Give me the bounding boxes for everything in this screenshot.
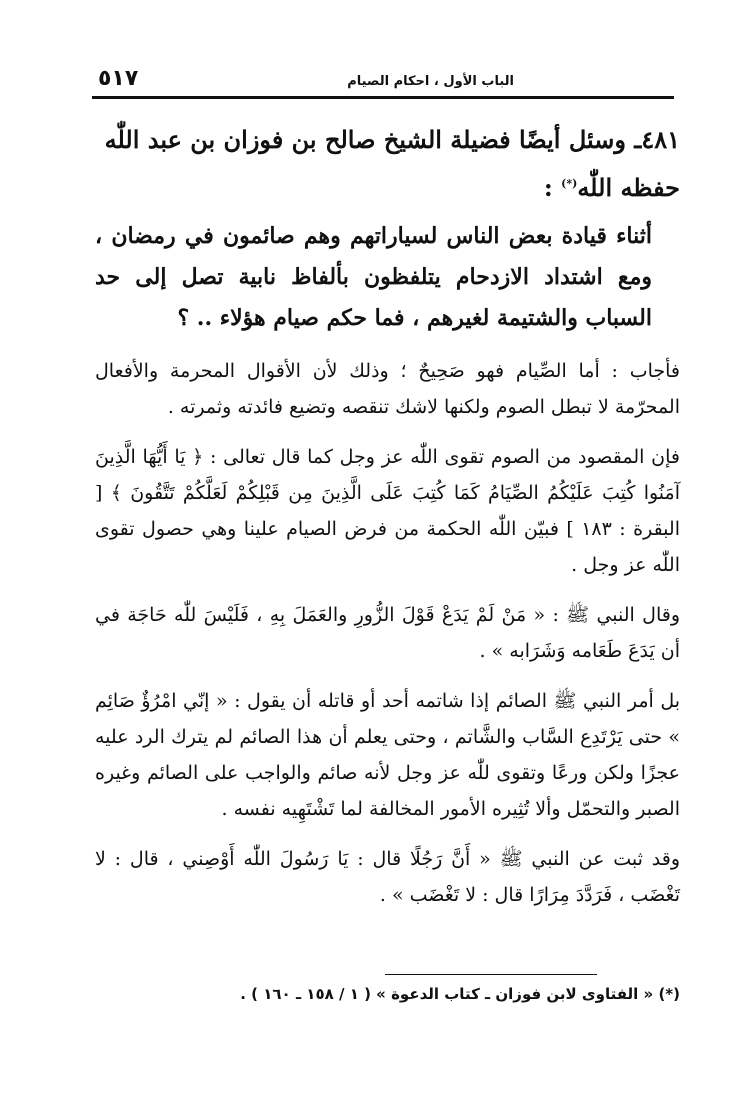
answer-paragraph: فأجاب : أما الصِّيام فهو صَحِيحٌ ؛ وذلك لأن الأقوال المحرمة والأفعال المحرّمة لا تبطل الصوم ولكنها لاشك تنقصه وتضيع فائدته وثمرته . xyxy=(95,360,680,418)
question-heading xyxy=(95,118,680,210)
running-header xyxy=(92,64,674,98)
running-title: الباب الأول ، احكام الصيام xyxy=(347,74,514,89)
footnote: (*) « الفتاوى لابن فوزان ـ كتاب الدعوة » ( ١ / ١٥٨ ـ ١٦٠ ) . xyxy=(240,985,680,1003)
page-content xyxy=(95,118,680,1018)
footnote-rule xyxy=(385,974,597,975)
question-heading-colon: : xyxy=(543,173,562,202)
hadith-paragraph-1: وقال النبي ﷺ : « مَنْ لَمْ يَدَعْ قَوْلَ الزُّورِ والعَمَلَ بِهِ ، فَلَيْسَ للّٰه حَاجَة في أن يَدَعَ طَعَامه وَشَرَابه » . xyxy=(95,604,680,662)
page-number: ٥١٧ xyxy=(98,66,139,91)
question-body: أثناء قيادة بعض الناس لسياراتهم وهم صائمون في رمضان ، ومع اشتداد الازدحام يتلفظون بألفاظ نابية تصل إلى حد السباب والشتيمة لغيرهم ، فما حكم صيام هؤلاء .. ؟ xyxy=(95,223,652,331)
header-rule xyxy=(92,96,674,99)
question-heading-text: ٤٨١ـ وسئل أيضًا فضيلة الشيخ صالح بن فوزان بن عبد اللّٰه حفظه اللّٰه xyxy=(104,125,680,202)
hadith-paragraph-2: بل أمر النبي ﷺ الصائم إذا شاتمه أحد أو قاتله أن يقول : « إنّي امْرُؤٌ صَائِم » حتى يَرْتَدِع السَّاب والشَّاتم ، وحتى يعلم أن هذا الصائم لم يترك الرد عليه عجزًا ولكن ورعًا وتقوى للّٰه عز وجل لأنه صائم والواجب على الصائم وغيره الصبر والتحمّل وألا تُثِيره الأمور المخالفة لما تَشْتَهِيه نفسه . xyxy=(95,690,680,820)
quran-paragraph: فإن المقصود من الصوم تقوى اللّٰه عز وجل كما قال تعالى : ﴿ يَا أَيُّهَا الَّذِينَ آمَنُوا كُتِبَ عَلَيْكُمُ الصِّيَامُ كَمَا كُتِبَ عَلَى الَّذِينَ مِن قَبْلِكُمْ لَعَلَّكُمْ تَتَّقُونَ ﴾ [ البقرة : ١٨٣ ] فبيّن اللّٰه الحكمة من فرض الصيام علينا وهي حصول تقوى اللّٰه عز وجل . xyxy=(95,446,680,576)
footnote-marker: (*) xyxy=(561,177,578,190)
hadith-paragraph-3: وقد ثبت عن النبي ﷺ « أَنَّ رَجُلًا قال : يَا رَسُولَ اللّٰه أَوْصِني ، قال : لا تَغْضَب ، فَرَدَّدَ مِرَارًا قال : لا تَغْضَب » . xyxy=(95,848,680,906)
